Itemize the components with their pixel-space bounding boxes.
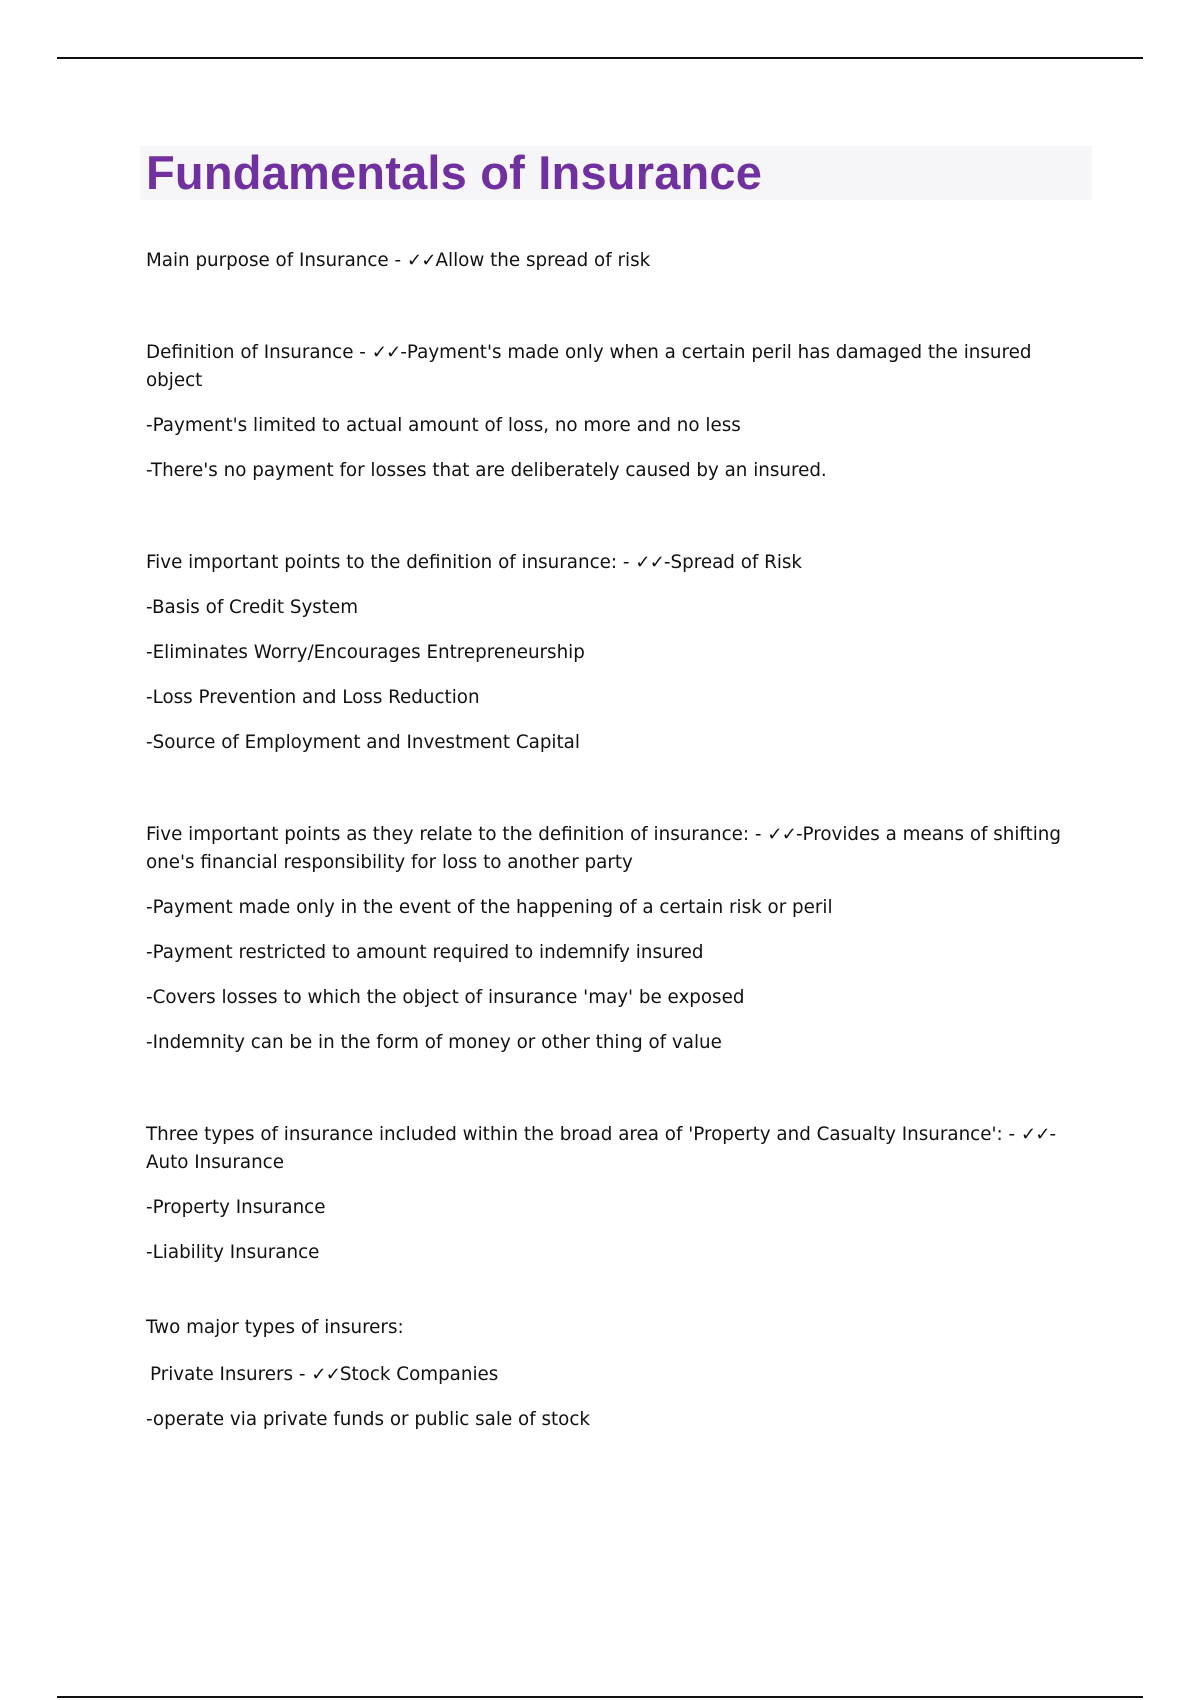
qa-item: [146, 549, 1092, 577]
qa-item: [146, 247, 1092, 275]
double-check-icon: ✓✓: [767, 824, 796, 845]
double-check-icon: ✓✓: [1020, 1124, 1050, 1145]
question-text: Definition of Insurance -: [146, 342, 372, 363]
answer-line: -operate via private funds or public sale of stock: [146, 1409, 590, 1430]
answer-text: Allow the spread of risk: [435, 250, 651, 271]
question-text: Five important points to the definition of insurance: -: [146, 552, 636, 573]
section-heading: Two major types of insurers:: [146, 1317, 404, 1338]
double-check-icon: ✓✓: [311, 1364, 340, 1385]
answer-line: -There's no payment for losses that are deliberately caused by an insured.: [146, 460, 827, 481]
answer-line: -Loss Prevention and Loss Reduction: [146, 687, 480, 708]
qa-item: [146, 1361, 1092, 1389]
answer-line: -Source of Employment and Investment Capital: [146, 732, 580, 753]
document-title: Fundamentals of Insurance: [146, 146, 763, 199]
answer-line: -Payment made only in the event of the happening of a certain risk or peril: [146, 897, 833, 918]
answer-text: -Spread of Risk: [663, 552, 803, 573]
answer-text: -Payment's made only when a certain peril has damaged the insured object: [146, 342, 1032, 391]
answer-line: -Covers losses to which the object of insurance 'may' be exposed: [146, 987, 745, 1008]
qa-item: [146, 821, 1092, 877]
answer-line: -Eliminates Worry/Encourages Entrepreneurship: [146, 642, 585, 663]
double-check-icon: ✓✓: [406, 250, 436, 271]
double-check-icon: ✓✓: [635, 552, 664, 573]
answer-line: -Basis of Credit System: [146, 597, 359, 618]
question-text: Main purpose of Insurance -: [146, 250, 407, 271]
qa-item: [146, 1121, 1092, 1177]
question-text: Three types of insurance included within the broad area of 'Property and Casualty Insurance': -: [146, 1124, 1021, 1145]
double-check-icon: ✓✓: [371, 342, 401, 363]
answer-text: -Provides a means of shifting one's financial responsibility for loss to another party: [146, 824, 1061, 873]
question-text: Private Insurers -: [150, 1364, 312, 1385]
answer-text: Stock Companies: [339, 1364, 499, 1385]
answer-line: -Payment's limited to actual amount of loss, no more and no less: [146, 415, 741, 436]
answer-line: -Indemnity can be in the form of money or other thing of value: [146, 1032, 722, 1053]
qa-item: [146, 339, 1092, 395]
answer-line: -Payment restricted to amount required to indemnify insured: [146, 942, 704, 963]
answer-line: -Liability Insurance: [146, 1242, 320, 1263]
answer-text: -Auto Insurance: [146, 1124, 1057, 1173]
answer-line: -Property Insurance: [146, 1197, 326, 1218]
document-body: [146, 247, 1092, 1434]
top-rule: [57, 57, 1143, 59]
bottom-rule: [57, 1696, 1143, 1698]
question-text: Five important points as they relate to the definition of insurance: -: [146, 824, 768, 845]
